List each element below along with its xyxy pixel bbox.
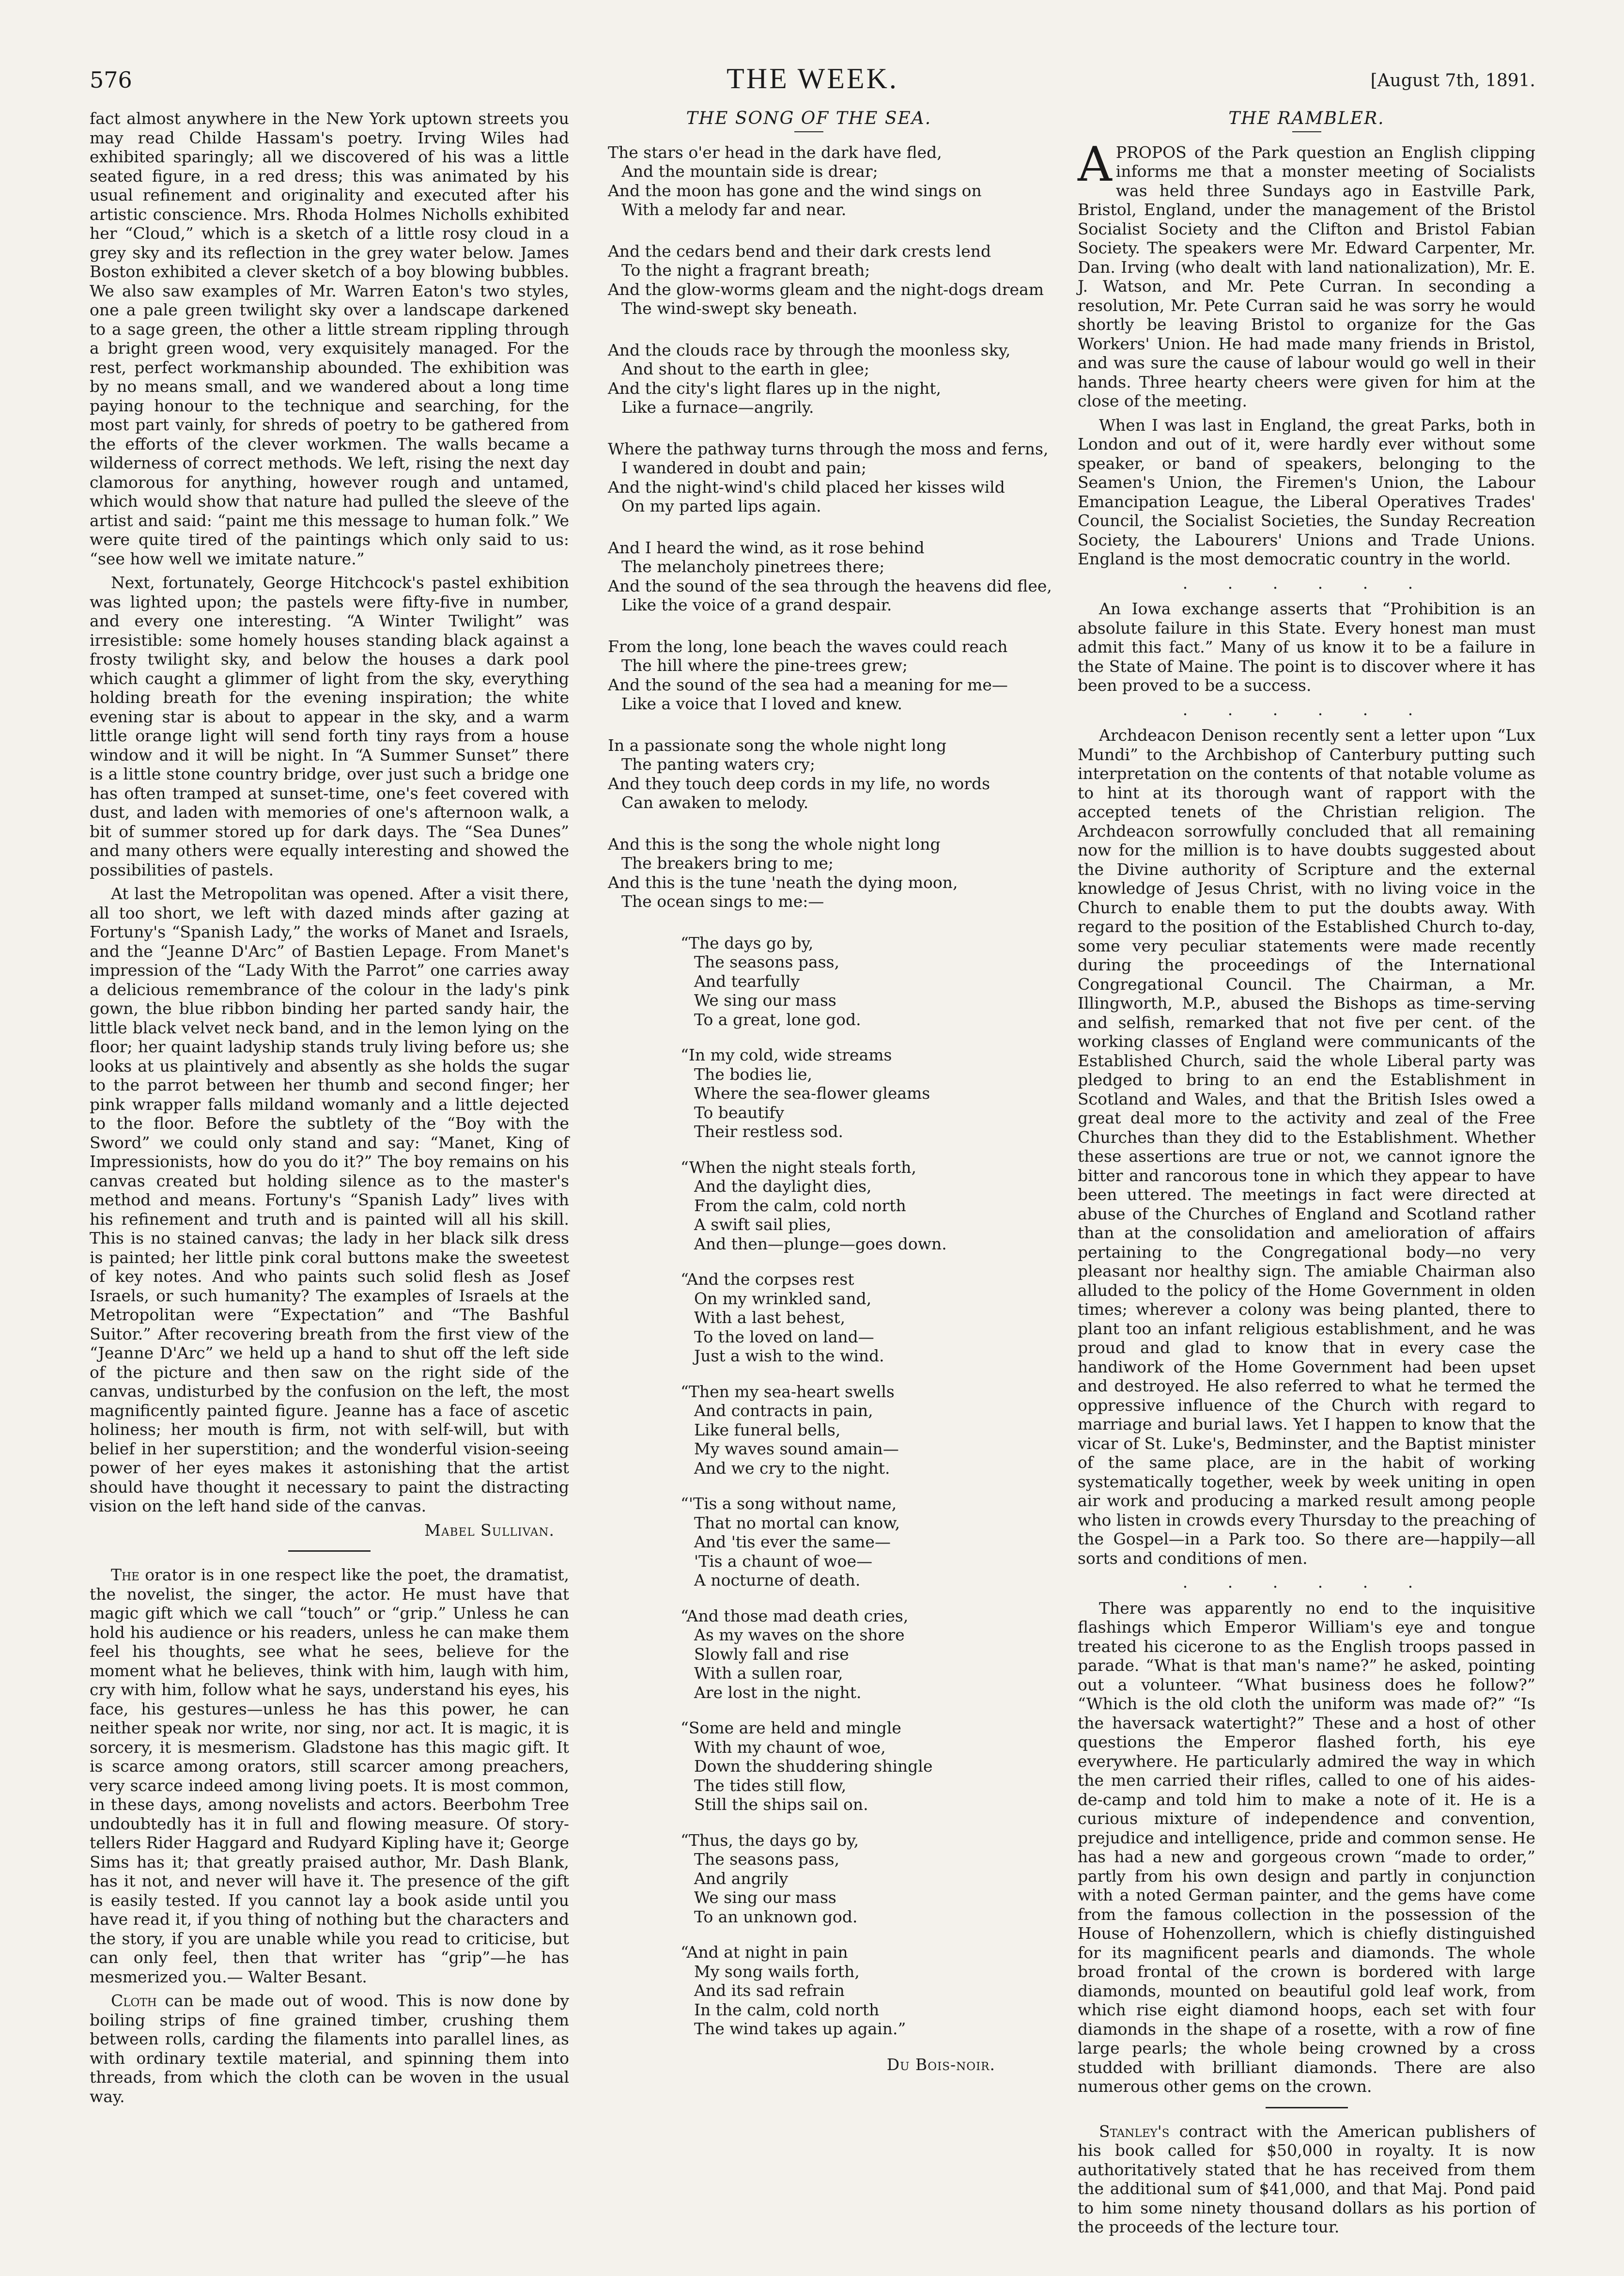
poem-line: “In my cold, wide streams (681, 1045, 892, 1064)
poem-line: In a passionate song the whole night long (608, 735, 947, 755)
poem-line: “Some are held and mingle (681, 1718, 901, 1737)
poem-stanza (681, 1270, 1010, 1366)
poem-line: That no mortal can know, (694, 1513, 900, 1532)
poem-line: Like a voice that I loved and knew. (621, 694, 903, 713)
poem-line: On my wrinkled sand, (694, 1289, 872, 1308)
poem-line: My song wails forth, (694, 1962, 860, 1981)
poem-stanza (681, 1158, 1010, 1254)
poem-line: And the sound of the sea through the heavens did flee, (608, 576, 1052, 595)
poem-line: With my chaunt of woe, (694, 1737, 886, 1757)
poem-stanza (608, 637, 1010, 714)
poem-line: The bodies lie, (694, 1064, 813, 1084)
poem-line: And the mountain side is drear; (621, 162, 878, 181)
poem-line: “The days go by, (681, 933, 814, 952)
poem-line: As my waves on the shore (694, 1625, 905, 1644)
poem-line: Down the shuddering shingle (694, 1757, 933, 1776)
paragraph-lead-word: The (111, 1565, 139, 1584)
poem-signature: Du Bois-noir. (886, 2055, 995, 2074)
poem-line: “And the corpses rest (681, 1270, 854, 1289)
poem-line: We sing our mass (694, 1888, 836, 1907)
poem-line: With a melody far and near. (621, 200, 847, 219)
poem-line: And the clouds race by through the moonless sky, (608, 340, 1011, 359)
poem-stanza (681, 1045, 1010, 1141)
article-paragraph (90, 1991, 569, 2106)
page-header (90, 62, 1535, 106)
poem-stanza (608, 341, 1010, 417)
section-divider (1266, 2107, 1348, 2108)
poem-line: And 'tis ever the same— (694, 1532, 891, 1551)
poem-line: “And at night in pain (681, 1943, 848, 1962)
column-right (1078, 109, 1535, 2242)
poem-line: From the long, lone beach the waves could reach (608, 637, 1008, 656)
poem-stanza (608, 241, 1044, 318)
paragraph-body: PROPOS of the Park question an English clipping informs me that a monster meeting of Socialists was held three Sundays ago in Eastville Park, Bristol, England, under the management of the Bristol Socialist Society and the Clifton and Bristol Fabian Society. The speakers were Mr. Edward Carpenter, Mr. Dan. Irving (who dealt with land nationalization), Mr. E. J. Watson, and Mr. Pete Curran. In seconding a resolution, Mr. Pete Curran said he was sorry he would shortly be leaving Bristol to organize for the Gas Workers' Union. He had made many friends in Bristol, and was sure the cause of labour would go well in their hands. Three hearty cheers were given for him at the close of the meeting. (1078, 142, 1535, 410)
poem-line: A nocturne of death. (694, 1571, 861, 1590)
poem-line: Slowly fall and rise (694, 1644, 849, 1664)
section-title: THE RAMBLER. (1228, 109, 1385, 128)
poem-line: Just a wish to the wind. (694, 1346, 884, 1365)
poem-line: The seasons pass, (694, 952, 840, 971)
poem-line: To the night a fragrant breath; (621, 261, 870, 280)
poem-stanza (608, 835, 1010, 911)
poem-line: 'Tis a chaunt of woe— (694, 1551, 873, 1571)
article-paragraph (90, 1565, 569, 1986)
section-divider (288, 1550, 371, 1552)
poem-stanza (681, 1606, 1010, 1702)
poem-line: I wandered in doubt and pain; (621, 458, 866, 477)
poem-line: To a great, lone god. (694, 1010, 861, 1029)
poem-line: Can awaken to melody. (621, 793, 809, 812)
article-paragraph: Archdeacon Denison recently sent a letter upon “Lux Mundi” to the Archbishop of Canterbury putting such interpretation on the contents of that notable volume as to hint at its thorough want of rapport with the accepted tenets of the Christian religion. The Archdeacon sorrowfully concluded that all remaining now for the million is to have doubts suggested about the Divine authority of Scripture and the external knowledge of Jesus Christ, with no living voice in the Church to enable them to put the doubts away. With regard to the position of the Established Church to-day, some very peculiar statements were made recently during the proceedings of the International Congregational Council. The Chairman, a Mr. Illingworth, M.P., abused the Bishops as time-serving and selfish, remarked that not five per cent. of the working classes of England were communicants of the Established Church, said the whole Liberal party was pledged to bring to an end the Establishment in Scotland and Wales, and that the British Isles owed a great deal more to the activity and zeal of the Free Churches than they did to the Establishment. Whether these assertions are true or not, we cannot ignore the bitter and rancorous tone in which they appear to have been uttered. The meetings in fact were directed at abuse of the Churches of England and Scotland rather than at the consolidation and amelioration of affairs pertaining to the Congregational body—no very pleasant nor healthy sign. The amiable Chairman also alluded to the policy of the Home Government in olden times; wherever a colony was being planted, there to plant too an infant religious establishment, and he was proud and glad to know that in every case the handiwork of the Home Government had been upset and destroyed. He also referred to what he termed the oppressive influence of the Church with regard to marriage and burial laws. Yet I happen to know that the vicar of St. Luke's, Bedminster, and the Baptist minister of the same place, are in the habit of working systematically together, week by week uniting in open air work and producing a marked result among people who listen in crowds every Thursday to the preaching of the Gospel—in a Park too. So there are—happily—all sorts and conditions of men. (1078, 726, 1535, 1568)
poem-line: The hill where the pine-trees grew; (621, 656, 908, 675)
article-paragraph: Next, fortunately, George Hitchcock's pastel exhibition was lighted upon; the pastels were fifty-five in number, and every one interesting. “A Winter Twilight” was irresistible: some homely houses standing black against a frosty twilight sky, and below the houses a dark pool which caught a glimmer of light from the sky, everything holding breath for the evening inspiration; the white evening star is about to appear in the sky, and a warm little orange light will send forth tiny rays from a house window and it will be night. In “A Summer Sunset” there is a little stone country bridge, over just such a bridge one has often tramped at sunset-time, one's feet covered with dust, and laden with memories of one's afternoon walk, a bit of summer stored up for dark days. The “Sea Dunes” and many others were equally interesting and showed the possibilities of pastels. (90, 573, 569, 879)
poem-line: And contracts in pain, (694, 1401, 873, 1420)
drop-cap: A (1078, 137, 1112, 192)
poem-line: “When the night steals forth, (681, 1157, 916, 1177)
poem-line: And I heard the wind, as it rose behind (608, 538, 925, 557)
poem-line: And angrily (694, 1869, 789, 1888)
poem-line: “And those mad death cries, (681, 1606, 909, 1625)
poem-line: “'Tis a song without name, (681, 1494, 897, 1513)
author-signature: Mabel Sullivan. (424, 1520, 555, 1540)
poem-line: Are lost in the night. (694, 1683, 862, 1702)
poem-stanza (681, 1382, 1010, 1478)
column-left (90, 109, 569, 2111)
poem-line: “Then my sea-heart swells (681, 1382, 895, 1401)
poem-line: The tides still flow, (694, 1776, 847, 1795)
paragraph-body: can be made out of wood. This is now done by boiling strips of fine grained timber, crushing them between rolls, carding the filaments into parallel lines, as with ordinary textile material, and spinning them into threads, from which the cloth can be woven in the usual way. (90, 1991, 569, 2106)
poem-line: Like funeral bells, (694, 1420, 841, 1439)
poem-line: To an unknown god. (694, 1907, 858, 1926)
poem-line: The ocean sings to me:— (621, 892, 824, 911)
issue-date: [August 7th, 1891. (1370, 71, 1535, 91)
paragraph-lead-word: Stanley's (1099, 2121, 1170, 2141)
poem-line: The wind-swept sky beneath. (621, 299, 858, 318)
poem-line: And then—plunge—goes down. (694, 1234, 947, 1253)
poem-line: And the glow-worms gleam and the night-dogs dream (608, 280, 1044, 299)
poem-line: Like the voice of a grand despair. (621, 595, 892, 614)
poem-line: “Thus, the days go by, (681, 1830, 859, 1850)
poem-stanza (608, 538, 1052, 615)
poem-line: And shout to the earth in glee; (621, 359, 870, 378)
paragraph-lead-word: Cloth (111, 1991, 157, 2010)
article-paragraph: At last the Metropolitan was opened. After a visit there, all too short, we left with dazed minds after gazing at Fortuny's “Spanish Lady,” the works of Manet and Israels, and the “Jeanne D'Arc” of Bastien Lepage. From Manet's impression of the “Lady With the Parrot” one carries away a delicious remembrance of the colour in the lady's pink gown, the blue ribbon binding her parted sandy hair, the little black velvet neck band, and in the lemon lying on the floor; her quaint ladyship stands truly living before us; she looks at us plaintively and absently as she holds the sugar to the parrot between her thumb and second finger; her pink wrapper falls mildand womanly and a little dejected to the floor. Before the subtlety of the “Boy with the Sword” we could only stand and say: “Manet, King of Impressionists, how do you do it?” The boy remains on his canvas created but holding silence as to the master's method and means. Fortuny's “Spanish Lady” lives with his refinement and truth and is painted will all his skill. This is no stained canvas; the lady in her black silk dress is painted; her little pink coral buttons make the sweetest of key notes. And who paints such solid flesh as Josef Israels, or such humanity? The examples of Israels at the Metropolitan were “Expectation” and “The Bashful Suitor.” After recovering breath from the first view of the “Jeanne D'Arc” we held up a hand to shut off the left side of the picture and then saw on the right side of the canvas, undisturbed by the confusion on the left, the most magnificently painted figure. Jeanne has a face of ascetic holiness; her mouth is firm, not with self-will, but with belief in her superstition; and the wonderful vision-seeing power of her eyes makes it astonishing that the artist should have thought it necessary to paint the distracting vision on the left hand side of the canvas. (90, 884, 569, 1515)
poem-line: And tearfully (694, 971, 800, 991)
poem-line: And the moon has gone and the wind sings on (608, 181, 982, 200)
poem-line: And the city's light flares up in the night, (608, 378, 941, 398)
poem-stanza (681, 1943, 1010, 2039)
poem-line: On my parted lips again. (621, 497, 821, 515)
poem-stanza (608, 143, 1010, 219)
poem-line: And we cry to the night. (694, 1458, 890, 1478)
poem-line: With a sullen roar, (694, 1664, 843, 1683)
poem-line: And the night-wind's child placed her kisses wild (608, 477, 1005, 497)
poem-line: Their restless sod. (694, 1122, 843, 1141)
poem-line: We sing our mass (694, 991, 836, 1010)
poem-line: The panting waters cry; (621, 755, 815, 774)
poem-title: THE SONG OF THE SEA. (686, 109, 932, 128)
poem-line: And its sad refrain (694, 1981, 845, 2000)
dot-separator: . . . . . . (1182, 573, 1431, 592)
poem-line: The wind takes up again.” (694, 2019, 906, 2038)
article-paragraph (1078, 2122, 1535, 2237)
poem-line: A swift sail plies, (694, 1215, 832, 1234)
poem-line: And the sound of the sea had a meaning for me— (608, 675, 1008, 694)
poem-line: The melancholy pinetrees there; (621, 557, 885, 576)
title-rule (1292, 131, 1321, 132)
title-rule (794, 131, 823, 132)
poem-line: With a last behest, (694, 1308, 846, 1327)
page-number: 576 (90, 67, 132, 93)
poem-line: And they touch deep cords in my life, no words (608, 774, 990, 793)
poem-line: The stars o'er head in the dark have fled, (608, 142, 942, 162)
poem-line: The seasons pass, (694, 1850, 840, 1869)
poem-stanza (608, 736, 1010, 812)
poem-outer-stanzas (608, 142, 1052, 911)
poem-inner-stanzas (681, 934, 1010, 2039)
poem-line: And this is the tune 'neath the dying moon, (608, 873, 958, 892)
article-paragraph: An Iowa exchange asserts that “Prohibition is an absolute failure in this State. Every honest man must admit this fact.” Many of us know it to be a failure in the State of Maine. The point is to discover where it has been proved to be a success. (1078, 599, 1535, 695)
poem-stanza (681, 934, 1010, 1029)
poem-stanza (608, 439, 1049, 516)
poem-line: And this is the song the whole night long (608, 834, 941, 854)
article-paragraph: There was apparently no end to the inquisitive flashings which Emperor William's eye and tongue treated his cicerone to as the English troops passed in parade. “What is that man's name?” he asked, pointing out a volunteer. “What business does he follow?” “Which is the old cloth the uniform was made of?” “Is the haversack watertight?” These and a host of other questions the Emperor flashed forth, his eye everywhere. He particularly admired the way in which the men carried their rifles, called to one of his aides-de-camp and told him to make a note of it. He is a curious mixture of independence and convention, prejudice and intelligence, pride and common sense. He has had a new and gorgeous crown “made to order,” partly from his own design and partly in conjunction with a noted German painter, and the gems have come from the famous collection in the possession of the House of Hohenzollern, which is chiefly distinguished for its magnificent pearls and diamonds. The whole broad frontal of the crown is bordered with large diamonds, mounted on beautiful gold leaf work, from which rise eight diamond hoops, each set with four diamonds in the shape of a rosette, with a row of fine large pearls; the whole being crowned by a cross studded with brilliant diamonds. There are also numerous other gems on the crown. (1078, 1598, 1535, 2096)
poem-line: From the calm, cold north (694, 1196, 906, 1215)
dot-separator: . . . . . . (1182, 700, 1431, 719)
paragraph-body: orator is in one respect like the poet, the dramatist, the novelist, the singer, the actor. He must have that magic gift which we call “touch” or “grip.” Unless he can hold his audience or his readers, unless he can make them feel his thoughts, see what he sees, believe for the moment what he believes, think with him, laugh with him, cry with him, follow what he says, understand his eyes, his face, his gestures—unless he has this power, he can neither speak nor write, nor sing, nor act. It is magic, it is sorcery, it is mesmerism. Gladstone has this magic gift. It is scarce among orators, still scarcer among preachers, very scarce indeed among living poets. It is most common, in these days, among novelists and actors. Beerbohm Tree undoubtedly has it in full and flowing measure. Of story-tellers Rider Haggard and Rudyard Kipling have it; George Sims has it; that greatly praised author, Mr. Dash Blank, has it not, and never will have it. The presence of the gift is easily tested. If you cannot lay a book aside until you have read it, if you thing of nothing but the characters and the story, if you are unable while you read to criticise, but can only feel, then that writer has “grip”—he has mesmerized you.— Walter Besant. (90, 1565, 569, 1986)
poem-line: Like a furnace—angrily. (621, 398, 814, 417)
article-paragraph: When I was last in England, the great Parks, both in London and out of it, were hardly ever without some speaker, or band of speakers, belonging to the Seamen's Union, the Firemen's Union, the Labour Emancipation League, the Liberal Operatives Trades' Council, the Socialist Societies, the Sunday Recreation Society, the Labourers' Unions and Trade Unions. England is the most democratic country in the world. (1078, 415, 1535, 568)
poem-stanza (681, 1718, 1010, 1814)
masthead-title: THE WEEK. (727, 62, 898, 94)
article-paragraph: fact almost anywhere in the New York uptown streets you may read Childe Hassam's poetry. Irving Wiles had exhibited sparingly; all we discovered of his was a little seated figure, in a red dress; this was animated by his usual refinement and originality and executed after his artistic conscience. Mrs. Rhoda Holmes Nicholls exhibited her “Cloud,” which is a sketch of a little rosy cloud in a grey sky and its reflection in the grey water below. James Boston exhibited a clever sketch of a boy blowing bubbles. We also saw examples of Mr. Warren Eaton's two styles, one a pale green twilight sky over a landscape darkened to a sage green, the other a little stream rippling through a bright green wood, very exquisitely managed. For the rest, perfect workmanship abounded. The exhibition was by no means small, and we wandered about a long time paying honour to the technique and searching, for the most part vainly, for shreds of poetry to be gathered from the efforts of the clever workmen. The walls became a wilderness of correct methods. We left, rising the next day clamorous for anything, however rough and untamed, which would show that nature had pulled the sleeve of the artist and said: “paint me this message to human folk.” We were quite tired of the paintings which only said to us: “see how well we imitate nature.” (90, 109, 569, 568)
poem-line: My waves sound amain— (694, 1439, 899, 1458)
poem-line: Where the sea-flower gleams (694, 1084, 930, 1103)
column-middle (608, 109, 1052, 2084)
poem-line: And the daylight dies, (694, 1177, 872, 1196)
dot-separator: . . . . . . (1182, 1573, 1431, 1591)
poem-line: Still the ships sail on. (694, 1795, 868, 1814)
poem-line: In the calm, cold north (694, 2000, 880, 2019)
poem-stanza (681, 1831, 1010, 1927)
poem-line: And the cedars bend and their dark crests lend (608, 241, 991, 261)
paragraph-body: contract with the American publishers of his book called for $50,000 in royalty. It is now authoritatively stated that he has received from them the additional sum of $41,000, and that Maj. Pond paid to him some ninety thousand dollars as his portion of the proceeds of the lecture tour. (1078, 2121, 1535, 2236)
poem-line: To the loved on land— (694, 1327, 874, 1346)
poem-line: Where the pathway turns through the moss and ferns, (608, 439, 1049, 458)
poem-stanza (681, 1494, 1010, 1590)
article-paragraph (1078, 137, 1535, 411)
poem-line: The breakers bring to me; (621, 854, 834, 873)
poem-line: To beautify (694, 1103, 785, 1122)
